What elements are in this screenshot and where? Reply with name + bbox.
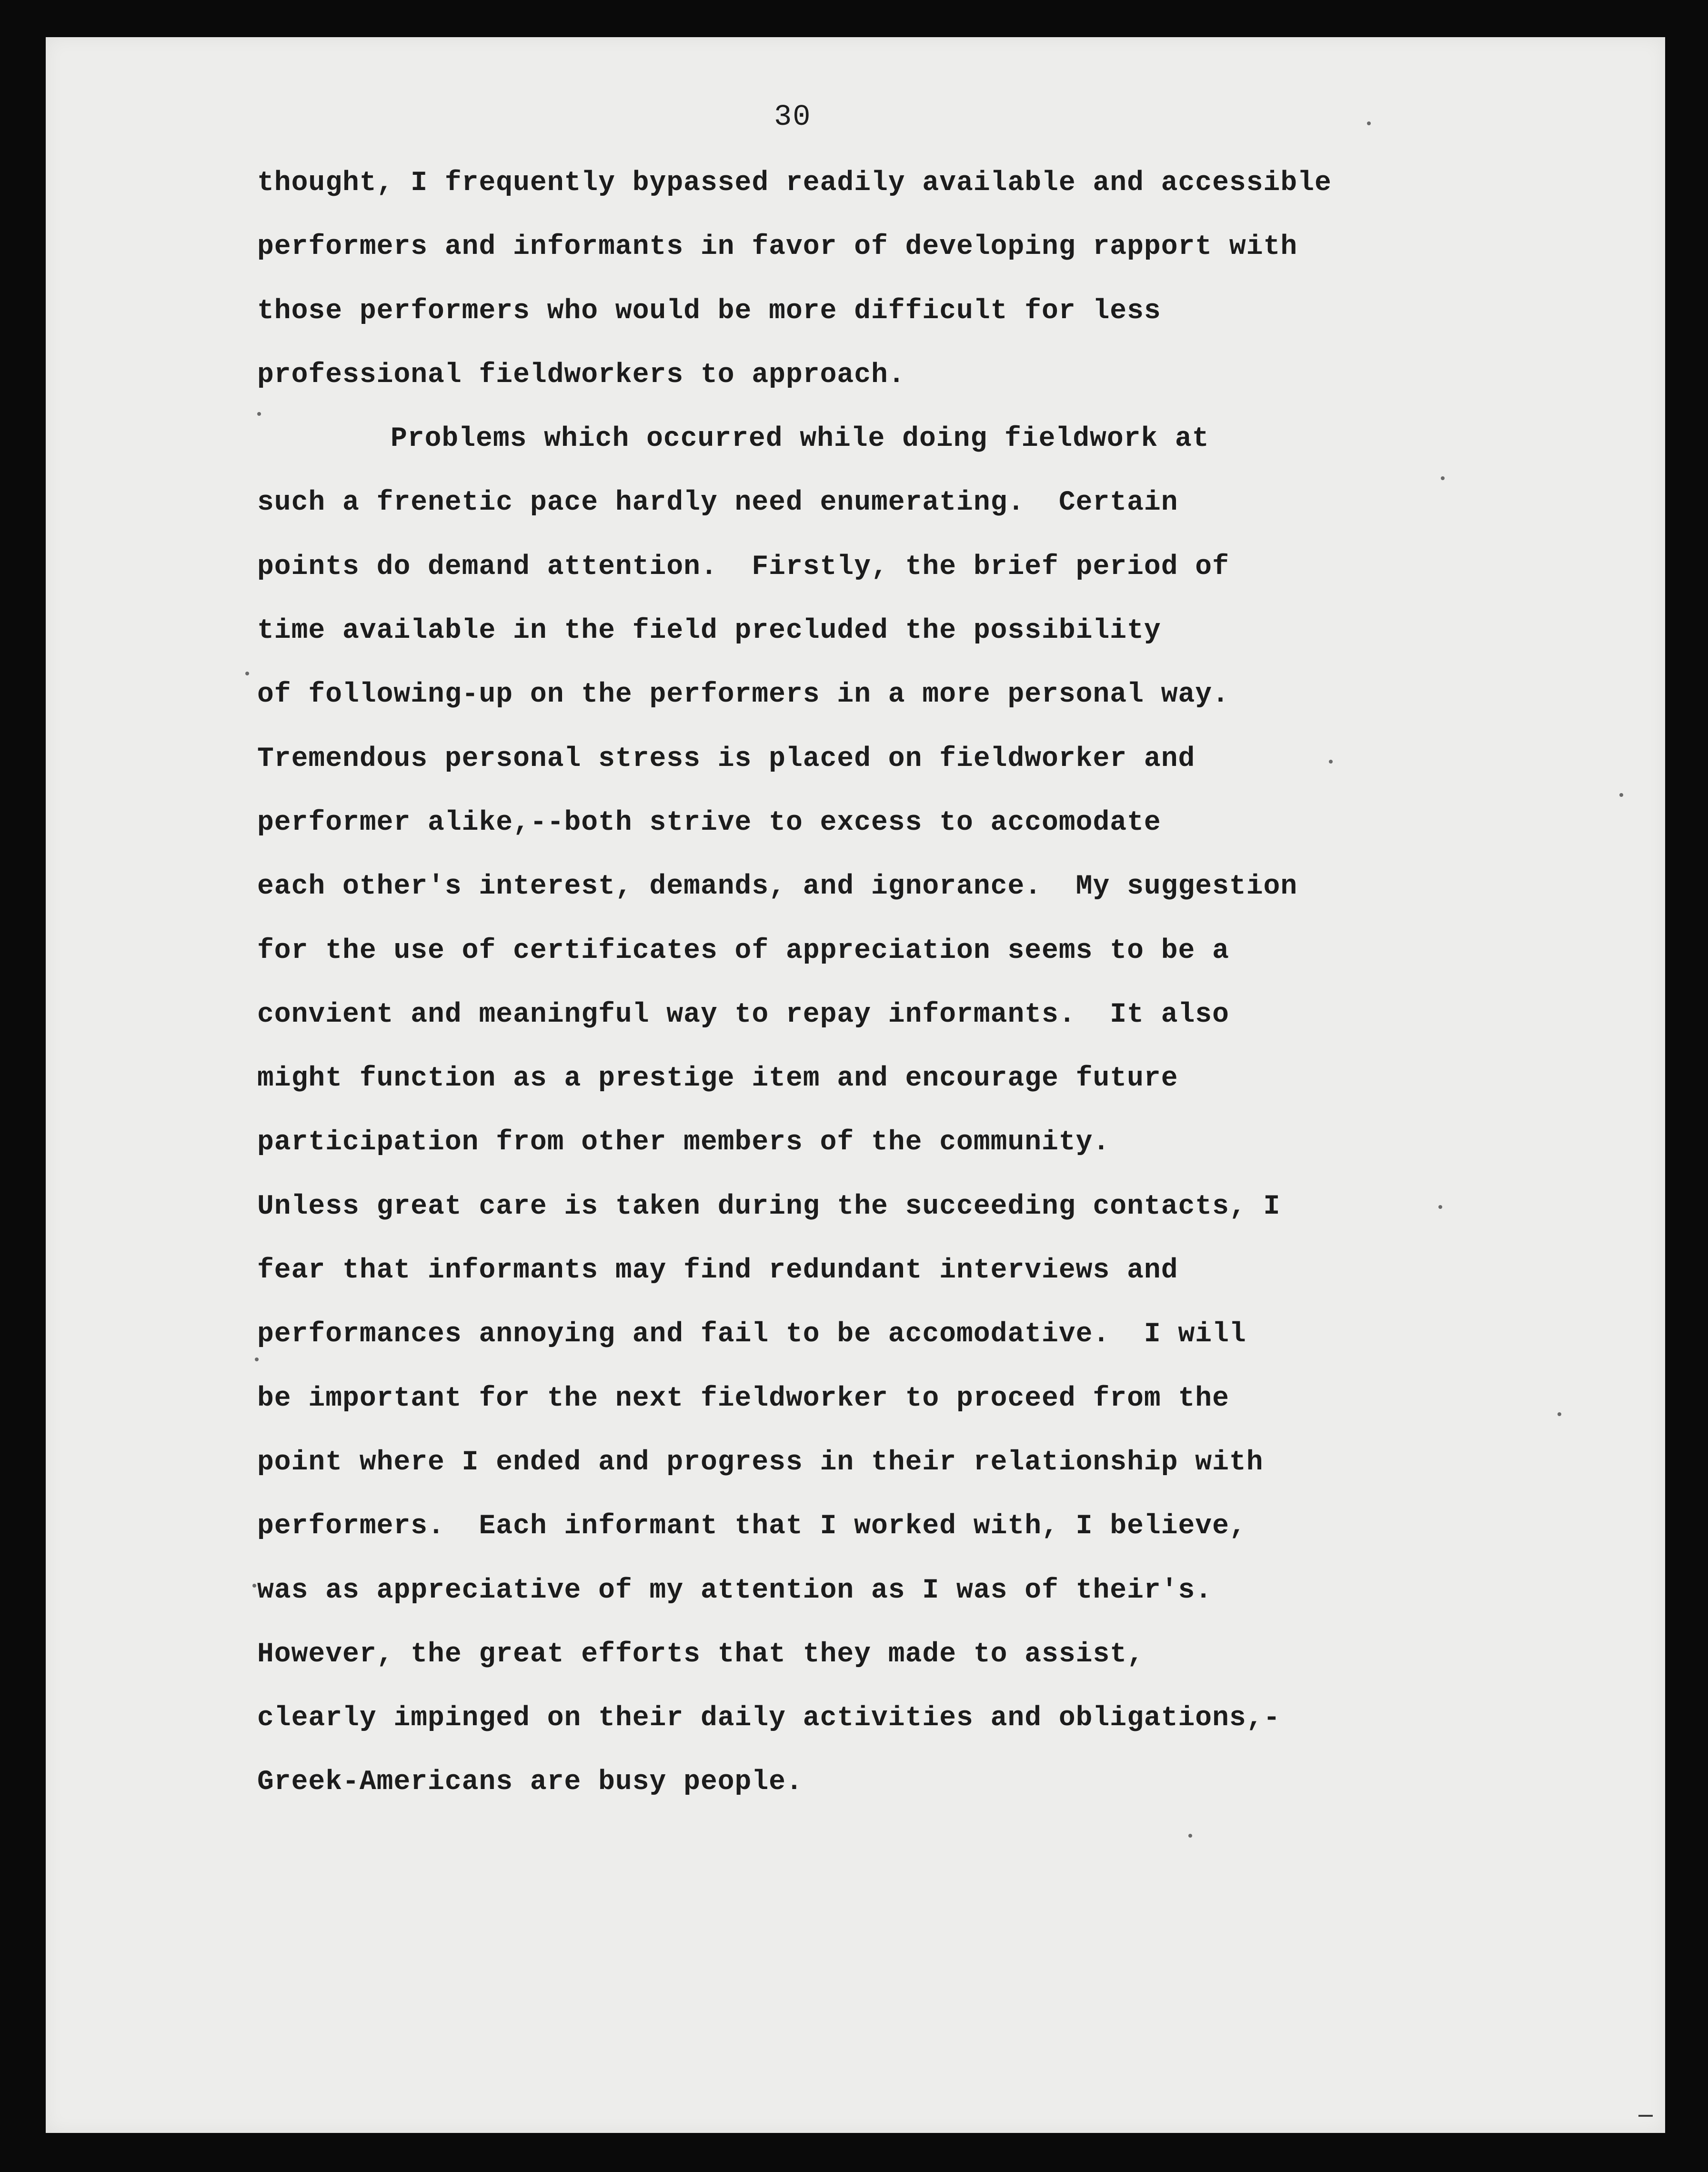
text-line: However, the great efforts that they made to assist, (257, 1639, 1144, 1670)
text-line: of following-up on the performers in a more personal way. (257, 679, 1229, 711)
page-number: 30 (774, 100, 812, 134)
text-line: for the use of certificates of appreciation seems to be a (257, 935, 1229, 966)
text-line: thought, I frequently bypassed readily available and accessible (257, 168, 1332, 199)
text-line: each other's interest, demands, and ignorance. My suggestion (257, 871, 1298, 903)
paper-speck (1438, 1205, 1442, 1209)
text-line: convient and meaningful way to repay informants. It also (257, 999, 1229, 1030)
text-line: might function as a prestige item and encourage future (257, 1063, 1178, 1095)
text-line: those performers who would be more difficult for less (257, 295, 1161, 327)
edge-mark (1638, 2115, 1653, 2117)
paper-speck (1367, 121, 1371, 125)
paper-speck (1329, 760, 1333, 764)
text-line: be important for the next fieldworker to proceed from the (257, 1383, 1229, 1414)
text-line: clearly impinged on their daily activities and obligations,- (257, 1703, 1281, 1734)
text-line: Tremendous personal stress is placed on fieldworker and (257, 743, 1196, 774)
paper-speck (1619, 793, 1623, 797)
text-line: such a frenetic pace hardly need enumerating. Certain (257, 487, 1178, 519)
text-line: point where I ended and progress in their relationship with (257, 1447, 1264, 1478)
text-line: points do demand attention. Firstly, the brief period of (257, 551, 1229, 583)
text-line: Unless great care is taken during the succeeding contacts, I (257, 1191, 1281, 1222)
text-line: professional fieldworkers to approach. (257, 359, 905, 391)
paper-speck (255, 1358, 259, 1361)
text-line: participation from other members of the community. (257, 1127, 1110, 1158)
paper-speck (1188, 1834, 1192, 1838)
text-line: fear that informants may find redundant interviews and (257, 1255, 1178, 1287)
text-line: Problems which occurred while doing fieldwork at (391, 423, 1209, 455)
body-text (257, 162, 1638, 1825)
text-line: performers. Each informant that I worked with, I believe, (257, 1511, 1246, 1542)
paper-speck (1441, 476, 1445, 480)
paper-speck (252, 1584, 256, 1588)
text-line: performances annoying and fail to be accomodative. I will (257, 1319, 1246, 1350)
text-line: performer alike,--both strive to excess to accomodate (257, 807, 1161, 838)
paper-speck (245, 672, 249, 675)
text-line: was as appreciative of my attention as I was of their's. (257, 1575, 1213, 1606)
paper-speck (1557, 1412, 1561, 1416)
text-line: performers and informants in favor of developing rapport with (257, 231, 1298, 263)
text-line: Greek-Americans are busy people. (257, 1767, 803, 1798)
text-line: time available in the field precluded the possibility (257, 615, 1161, 647)
paper-speck (257, 412, 261, 416)
